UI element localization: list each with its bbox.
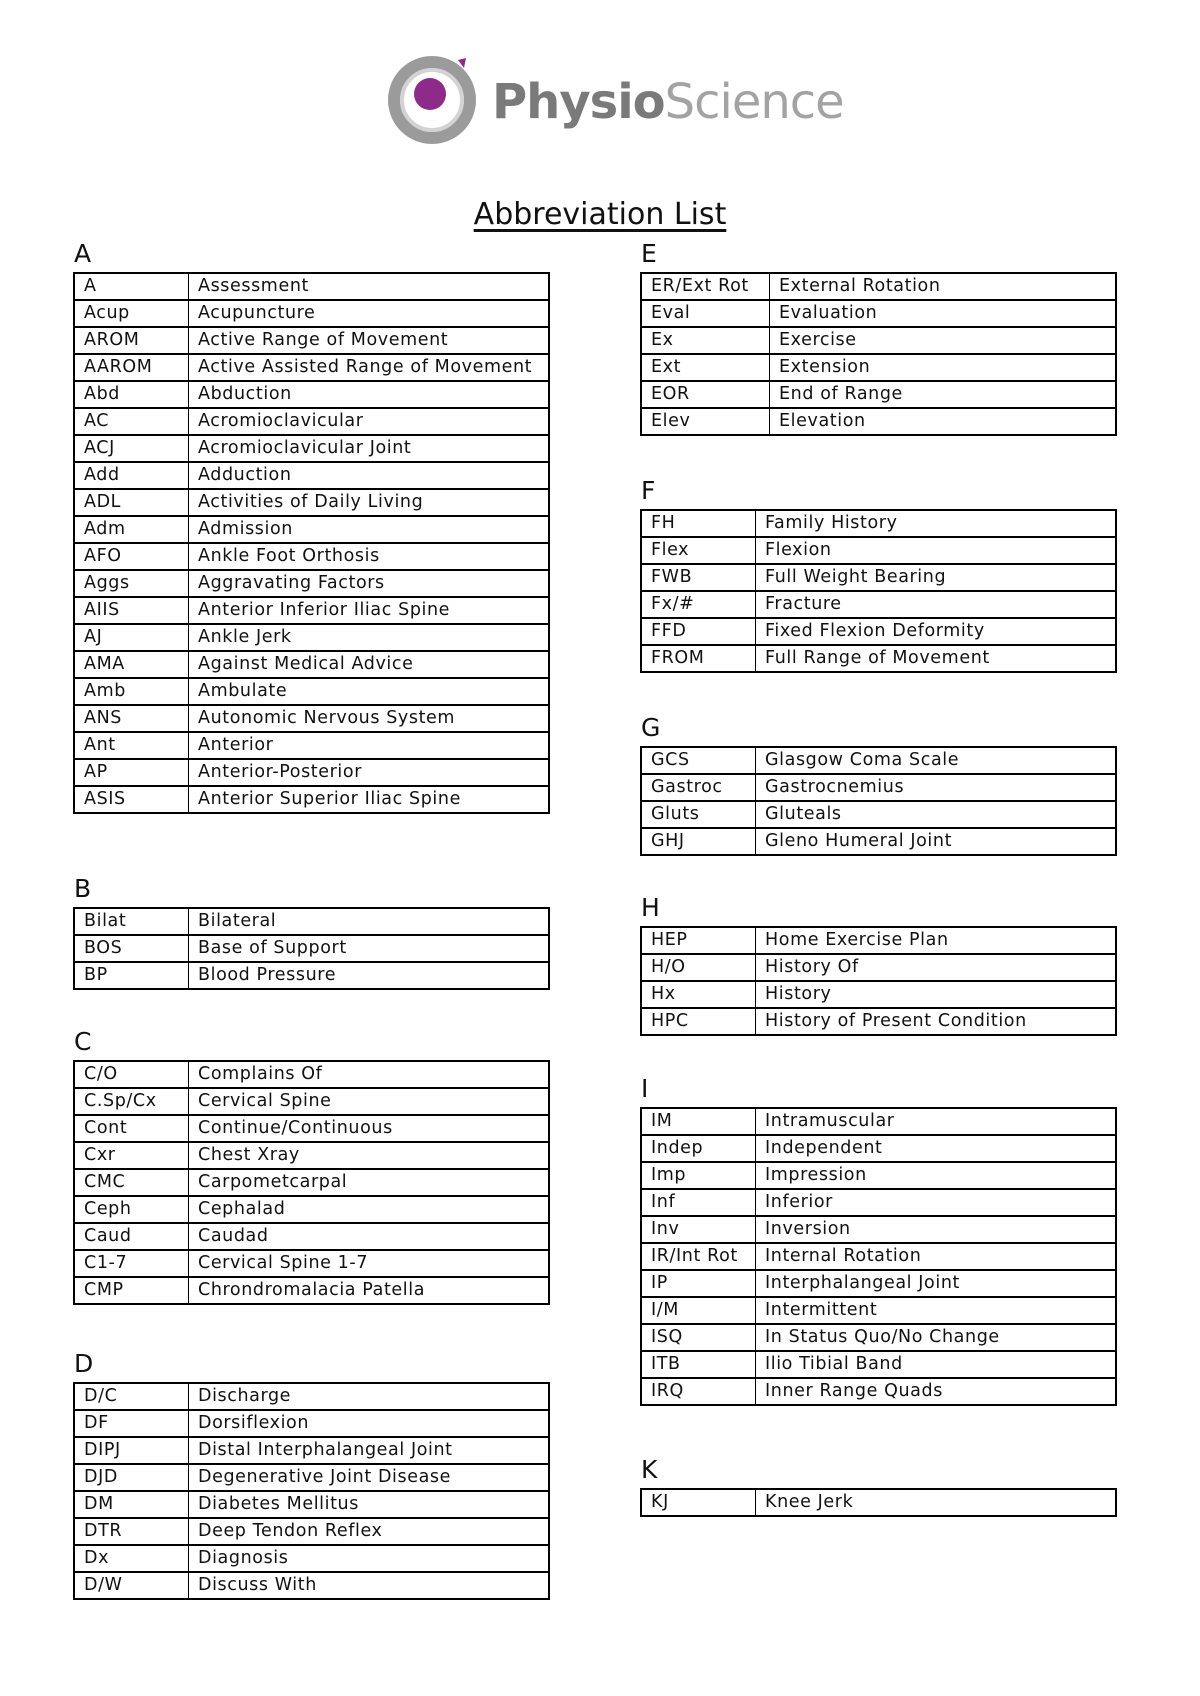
meaning-cell: Fixed Flexion Deformity [756,618,1117,645]
abbreviation-cell: ITB [641,1351,756,1378]
meaning-cell: Discharge [189,1383,550,1410]
abbreviation-cell: IRQ [641,1378,756,1405]
abbreviation-cell: FH [641,510,756,537]
table-row [641,1243,1116,1270]
table-row [641,1351,1116,1378]
table-row [74,705,549,732]
abbreviation-cell: Dx [74,1545,189,1572]
page-title: Abbreviation List [473,197,727,232]
table-row [641,927,1116,954]
meaning-cell: Full Weight Bearing [756,564,1117,591]
table-row [74,543,549,570]
abbreviation-cell: EOR [641,381,770,408]
table-row [641,774,1116,801]
meaning-cell: Inner Range Quads [756,1378,1117,1405]
abbreviation-cell: IP [641,1270,756,1297]
abbreviation-cell: C1-7 [74,1250,189,1277]
meaning-cell: Full Range of Movement [756,645,1117,672]
logo [388,48,844,148]
abbreviation-cell: BP [74,962,189,989]
logo-text-science: Science [664,74,844,130]
abbreviation-cell: GCS [641,747,756,774]
abbreviation-cell: ASIS [74,786,189,813]
abbreviation-cell: Cont [74,1115,189,1142]
logo-wordmark [492,74,844,130]
abbreviation-cell: Flex [641,537,756,564]
section-letter: E [641,239,657,268]
meaning-cell: End of Range [770,381,1117,408]
table-row [74,962,549,989]
section-k [640,1456,1120,1517]
section-letter: I [641,1074,649,1103]
meaning-cell: Evaluation [770,300,1117,327]
section-letter: B [74,874,92,903]
table-row [74,1223,549,1250]
abbreviation-cell: BOS [74,935,189,962]
section-f [640,477,1120,673]
table-row [641,354,1116,381]
section-letter: D [74,1349,94,1378]
table-row [641,1189,1116,1216]
abbreviation-cell: Abd [74,381,189,408]
meaning-cell: Home Exercise Plan [756,927,1117,954]
table-row [641,1108,1116,1135]
section-i [640,1075,1120,1406]
abbreviation-cell: KJ [641,1489,756,1516]
table-row [641,1270,1116,1297]
abbreviation-cell: AC [74,408,189,435]
meaning-cell: Carpometcarpal [189,1169,550,1196]
table-row [641,1324,1116,1351]
meaning-cell: Diabetes Mellitus [189,1491,550,1518]
abbreviation-cell: C/O [74,1061,189,1088]
meaning-cell: Acupuncture [189,300,550,327]
table-row [641,327,1116,354]
table-row [74,435,549,462]
meaning-cell: Admission [189,516,550,543]
table-row [74,354,549,381]
abbreviation-cell: H/O [641,954,756,981]
abbreviation-table [640,509,1117,673]
table-row [74,273,549,300]
abbreviation-cell: D/W [74,1572,189,1599]
section-g [640,714,1120,856]
abbreviation-cell: Hx [641,981,756,1008]
meaning-cell: Knee Jerk [756,1489,1117,1516]
abbreviation-cell: DTR [74,1518,189,1545]
meaning-cell: Fracture [756,591,1117,618]
meaning-cell: Bilateral [189,908,550,935]
logo-text-physio: Physio [492,74,665,130]
meaning-cell: Cervical Spine 1-7 [189,1250,550,1277]
meaning-cell: Adduction [189,462,550,489]
abbreviation-cell: Cxr [74,1142,189,1169]
table-row [641,828,1116,855]
abbreviation-cell: ER/Ext Rot [641,273,770,300]
abbreviation-cell: ACJ [74,435,189,462]
table-row [74,1277,549,1304]
meaning-cell: Aggravating Factors [189,570,550,597]
meaning-cell: Abduction [189,381,550,408]
table-row [74,935,549,962]
section-letter: A [74,239,92,268]
meaning-cell: Flexion [756,537,1117,564]
abbreviation-table [73,272,550,814]
table-row [641,1008,1116,1035]
abbreviation-cell: GHJ [641,828,756,855]
abbreviation-table [640,926,1117,1036]
abbreviation-cell: Amb [74,678,189,705]
table-row [74,651,549,678]
abbreviation-cell: FFD [641,618,756,645]
table-row [641,408,1116,435]
table-row [74,1437,549,1464]
table-row [74,516,549,543]
table-row [74,1491,549,1518]
abbreviation-table [640,1107,1117,1406]
table-row [74,489,549,516]
abbreviation-cell: DIPJ [74,1437,189,1464]
abbreviation-table [73,1382,550,1600]
abbreviation-cell: Elev [641,408,770,435]
meaning-cell: History of Present Condition [756,1008,1117,1035]
abbreviation-cell: ADL [74,489,189,516]
abbreviation-cell: ANS [74,705,189,732]
meaning-cell: Cephalad [189,1196,550,1223]
meaning-cell: Deep Tendon Reflex [189,1518,550,1545]
abbreviation-cell: Ceph [74,1196,189,1223]
meaning-cell: Elevation [770,408,1117,435]
abbreviation-cell: Fx/# [641,591,756,618]
table-row [74,1410,549,1437]
table-row [74,759,549,786]
abbreviation-cell: Add [74,462,189,489]
table-row [641,591,1116,618]
table-row [641,1216,1116,1243]
meaning-cell: In Status Quo/No Change [756,1324,1117,1351]
abbreviation-cell: D/C [74,1383,189,1410]
table-row [74,1061,549,1088]
table-row [74,1383,549,1410]
meaning-cell: Complains Of [189,1061,550,1088]
table-row [74,1464,549,1491]
table-row [641,1162,1116,1189]
meaning-cell: Anterior Inferior Iliac Spine [189,597,550,624]
meaning-cell: Dorsiflexion [189,1410,550,1437]
abbreviation-cell: Indep [641,1135,756,1162]
meaning-cell: Active Assisted Range of Movement [189,354,550,381]
section-e [640,240,1120,436]
section-h [640,894,1120,1036]
meaning-cell: Gleno Humeral Joint [756,828,1117,855]
abbreviation-cell: Acup [74,300,189,327]
meaning-cell: Internal Rotation [756,1243,1117,1270]
meaning-cell: Ankle Jerk [189,624,550,651]
section-letter: G [641,713,661,742]
abbreviation-cell: DJD [74,1464,189,1491]
meaning-cell: Assessment [189,273,550,300]
abbreviation-cell: Aggs [74,570,189,597]
meaning-cell: Ambulate [189,678,550,705]
table-row [74,624,549,651]
table-row [641,273,1116,300]
meaning-cell: Caudad [189,1223,550,1250]
meaning-cell: Chest Xray [189,1142,550,1169]
abbreviation-cell: HEP [641,927,756,954]
table-row [641,645,1116,672]
abbreviation-cell: DF [74,1410,189,1437]
abbreviation-cell: IM [641,1108,756,1135]
abbreviation-cell: Eval [641,300,770,327]
table-row [641,381,1116,408]
meaning-cell: Gastrocnemius [756,774,1117,801]
table-row [74,1169,549,1196]
abbreviation-cell: Gluts [641,801,756,828]
table-row [74,1545,549,1572]
meaning-cell: Interphalangeal Joint [756,1270,1117,1297]
section-d [73,1350,553,1600]
abbreviation-cell: C.Sp/Cx [74,1088,189,1115]
meaning-cell: Exercise [770,327,1117,354]
abbreviation-cell: Bilat [74,908,189,935]
abbreviation-table [640,272,1117,436]
meaning-cell: Activities of Daily Living [189,489,550,516]
meaning-cell: Autonomic Nervous System [189,705,550,732]
meaning-cell: Impression [756,1162,1117,1189]
meaning-cell: Family History [756,510,1117,537]
abbreviation-cell: DM [74,1491,189,1518]
meaning-cell: History [756,981,1117,1008]
table-row [74,570,549,597]
meaning-cell: Gluteals [756,801,1117,828]
abbreviation-cell: ISQ [641,1324,756,1351]
meaning-cell: Inversion [756,1216,1117,1243]
table-row [74,1196,549,1223]
meaning-cell: Active Range of Movement [189,327,550,354]
table-row [74,908,549,935]
table-row [74,678,549,705]
physioscience-logo-icon [388,54,478,144]
table-row [74,300,549,327]
abbreviation-cell: AMA [74,651,189,678]
meaning-cell: Glasgow Coma Scale [756,747,1117,774]
meaning-cell: Distal Interphalangeal Joint [189,1437,550,1464]
table-row [74,1088,549,1115]
abbreviation-cell: IR/Int Rot [641,1243,756,1270]
abbreviation-cell: Inf [641,1189,756,1216]
table-row [641,300,1116,327]
abbreviation-cell: FWB [641,564,756,591]
table-row [641,510,1116,537]
section-a [73,240,553,814]
meaning-cell: Cervical Spine [189,1088,550,1115]
section-letter: H [641,893,660,922]
table-row [74,732,549,759]
table-row [641,747,1116,774]
abbreviation-cell: Gastroc [641,774,756,801]
meaning-cell: Independent [756,1135,1117,1162]
abbreviation-table [640,746,1117,856]
abbreviation-cell: A [74,273,189,300]
table-row [641,537,1116,564]
table-row [641,1297,1116,1324]
table-row [74,1115,549,1142]
abbreviation-cell: HPC [641,1008,756,1035]
meaning-cell: Acromioclavicular Joint [189,435,550,462]
table-row [74,1250,549,1277]
meaning-cell: History Of [756,954,1117,981]
meaning-cell: Anterior Superior Iliac Spine [189,786,550,813]
abbreviation-cell: Caud [74,1223,189,1250]
abbreviation-cell: CMC [74,1169,189,1196]
abbreviation-table [73,1060,550,1305]
table-row [641,801,1116,828]
table-row [74,597,549,624]
abbreviation-cell: Adm [74,516,189,543]
table-row [74,1572,549,1599]
table-row [641,618,1116,645]
meaning-cell: Degenerative Joint Disease [189,1464,550,1491]
meaning-cell: External Rotation [770,273,1117,300]
meaning-cell: Discuss With [189,1572,550,1599]
table-row [74,786,549,813]
table-row [74,462,549,489]
section-letter: C [74,1027,92,1056]
meaning-cell: Blood Pressure [189,962,550,989]
meaning-cell: Continue/Continuous [189,1115,550,1142]
meaning-cell: Diagnosis [189,1545,550,1572]
abbreviation-cell: AIIS [74,597,189,624]
table-row [641,954,1116,981]
abbreviation-cell: AROM [74,327,189,354]
table-row [641,1135,1116,1162]
section-letter: K [641,1455,658,1484]
table-row [641,1489,1116,1516]
section-b [73,875,553,990]
meaning-cell: Ankle Foot Orthosis [189,543,550,570]
section-c [73,1028,553,1305]
abbreviation-table [640,1488,1117,1517]
meaning-cell: Acromioclavicular [189,408,550,435]
abbreviation-table [73,907,550,990]
table-row [74,1142,549,1169]
section-letter: F [641,476,656,505]
meaning-cell: Inferior [756,1189,1117,1216]
meaning-cell: Chrondromalacia Patella [189,1277,550,1304]
meaning-cell: Ilio Tibial Band [756,1351,1117,1378]
meaning-cell: Anterior-Posterior [189,759,550,786]
abbreviation-cell: Ex [641,327,770,354]
meaning-cell: Against Medical Advice [189,651,550,678]
abbreviation-cell: AP [74,759,189,786]
abbreviation-cell: FROM [641,645,756,672]
table-row [74,381,549,408]
abbreviation-cell: AAROM [74,354,189,381]
meaning-cell: Anterior [189,732,550,759]
table-row [74,327,549,354]
abbreviation-cell: AFO [74,543,189,570]
meaning-cell: Intermittent [756,1297,1117,1324]
table-row [641,564,1116,591]
abbreviation-cell: Ant [74,732,189,759]
table-row [74,1518,549,1545]
table-row [641,981,1116,1008]
abbreviation-cell: AJ [74,624,189,651]
abbreviation-cell: Ext [641,354,770,381]
table-row [74,408,549,435]
meaning-cell: Extension [770,354,1117,381]
abbreviation-cell: CMP [74,1277,189,1304]
table-row [641,1378,1116,1405]
abbreviation-cell: Inv [641,1216,756,1243]
abbreviation-cell: Imp [641,1162,756,1189]
abbreviation-cell: I/M [641,1297,756,1324]
meaning-cell: Intramuscular [756,1108,1117,1135]
meaning-cell: Base of Support [189,935,550,962]
